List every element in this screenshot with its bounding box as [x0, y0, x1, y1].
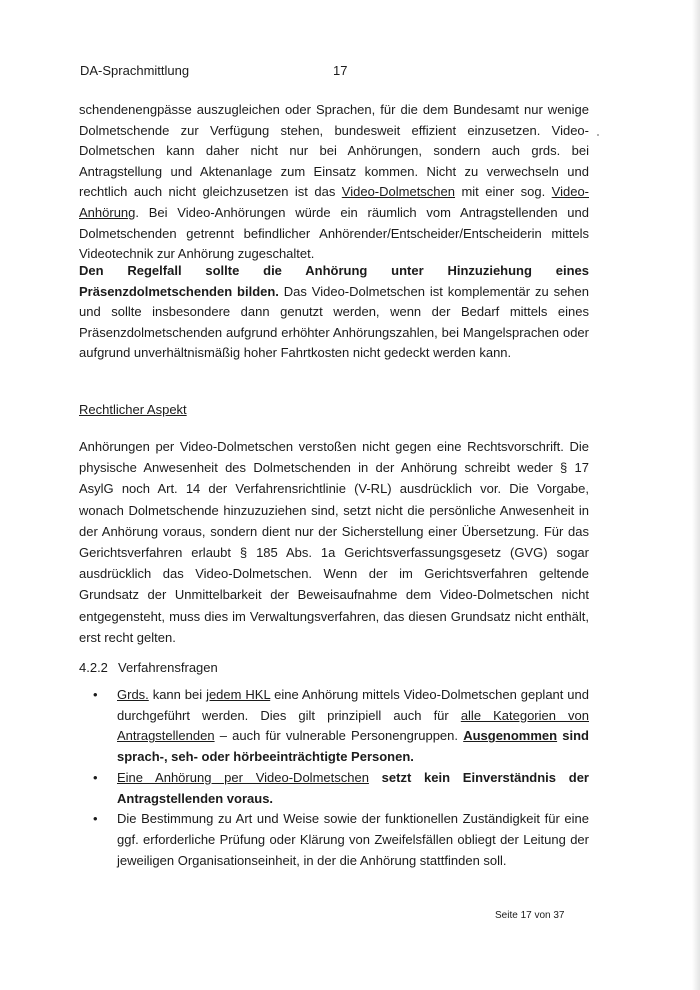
para1-text-c: . Bei Video-Anhörungen würde ein räumlich vom Antragstellenden und Dolmetschenden getrennt befindlicher Anhörender/Entscheider/Entscheiderin mittels Videotechnik zur Anhörung zugeschaltet. — [79, 204, 589, 262]
b1-bold-underline-ausgenommen: Ausgenommen — [463, 728, 558, 744]
bullet-list — [93, 685, 589, 871]
list-item — [93, 768, 589, 809]
legal-text: Anhörungen per Video-Dolmetschen verstoßen nicht gegen eine Rechtsvorschrift. Die physische Anwesenheit des Dolmetschenden in der Anhörung schreibt weder § 17 AsylG noch Art. 14 der Verfahrensrichtlinie (V-RL) ausdrücklich vor. Die Vorgabe, wonach Dolmetschende hinzuzuziehen sind, setzt nicht die persönliche Anwesenheit in der Anhörung voraus, sondern dient nur der Sicherstellung einer Übersetzung. Für das Gerichtsverfahren erlaubt § 185 Abs. 1a Gerichtsverfassungsgesetz (GVG) sogar ausdrücklich das Video-Dolmetschen. Wenn der im Gerichtsverfahren geltende Grundsatz der Unmittelbarkeit der Beweisaufnahme dem Video-Dolmetschen nicht entgegensteht, muss dies im Verwaltungsverfahren, das diesen Grundsatz nicht enthält, erst recht gelten. — [79, 439, 589, 645]
bullet-icon: • — [93, 769, 98, 785]
para1-text-a: schendenengpässe auszugleichen oder Sprachen, für die dem Bundesamt nur wenige Dolmetschende zur Verfügung stehen, bundesweit effizient einzusetzen. Video-Dolmetschen kann daher nicht nur bei Anhörungen, sondern auch grds. bei Antragstellung und Aktenanlage zum Einsatz kommen. Nicht zu verwechseln und rechtlich auch nicht gleichzusetzen ist das — [79, 102, 589, 200]
b2-underline-text: Eine Anhörung per Video-Dolmetschen — [117, 769, 369, 785]
b1-text-1: kann bei — [148, 687, 207, 702]
para1-underlined-video-anhoerung: Video-Anhörung — [79, 184, 589, 220]
b2-bold-text: setzt kein Einverständnis der Antragstellenden voraus. — [117, 769, 589, 806]
para2-bold-text: Den Regelfall sollte die Anhörung unter Hinzuziehung eines Präsenzdolmetschenden bilden. — [79, 263, 589, 299]
paragraph-regelfall — [79, 261, 589, 364]
para1-underlined-video-dolmetschen: Video-Dolmetschen — [341, 184, 455, 200]
bullet-icon: • — [93, 811, 98, 827]
b1-text-3: – auch für vulnerable Personengruppen. — [214, 728, 464, 744]
b1-text-2: eine Anhörung mittels Video-Dolmetschen geplant und durchgeführt werden. Dies gilt prinzipiell auch für — [117, 687, 589, 723]
list-item — [93, 809, 589, 871]
header-page-number: 17 — [333, 63, 348, 78]
scan-speck — [597, 134, 599, 136]
section-title: Verfahrensfragen — [118, 660, 218, 675]
paragraph-video-dolmetschen — [79, 100, 589, 265]
paragraph-legal — [79, 436, 589, 648]
header-title: DA-Sprachmittlung — [80, 63, 190, 78]
b1-underline-hkl: jedem HKL — [206, 687, 271, 702]
b1-underline-kategorien: alle Kategorien von Antragstellenden — [117, 707, 589, 744]
para1-text-b: mit einer sog. — [455, 184, 552, 200]
scan-edge-shadow — [692, 0, 700, 990]
page-footer: Seite 17 von 37 — [495, 910, 565, 921]
para2-text: Das Video-Dolmetschen ist komplementär zu sehen und sollte insbesondere dann genutzt werden, wenn der Bedarf mittels eines Präsenzdolmetschenden aufgrund erhöhter Anhörungszahlen, bei Mangelsprachen oder aufgrund unverhältnismäßig hoher Fahrtkosten nicht gedeckt werden kann. — [79, 283, 589, 361]
heading-rechtlicher-aspekt: Rechtlicher Aspekt — [79, 402, 187, 417]
section-number: 4.2.2 — [79, 660, 108, 675]
list-item — [93, 685, 589, 768]
b1-bold-text: sind sprach-, seh- oder hörbeeinträchtigte Personen. — [117, 728, 589, 765]
bullet-icon: • — [93, 687, 98, 702]
b1-underline-grds: Grds. — [117, 687, 149, 702]
b3-text: Die Bestimmung zu Art und Weise sowie der funktionellen Zuständigkeit für eine ggf. erforderliche Prüfung oder Klärung von Zweifelsfällen obliegt der Leitung der jeweiligen Organisationseinheit, in der die Anhörung stattfinden soll. — [117, 811, 589, 868]
